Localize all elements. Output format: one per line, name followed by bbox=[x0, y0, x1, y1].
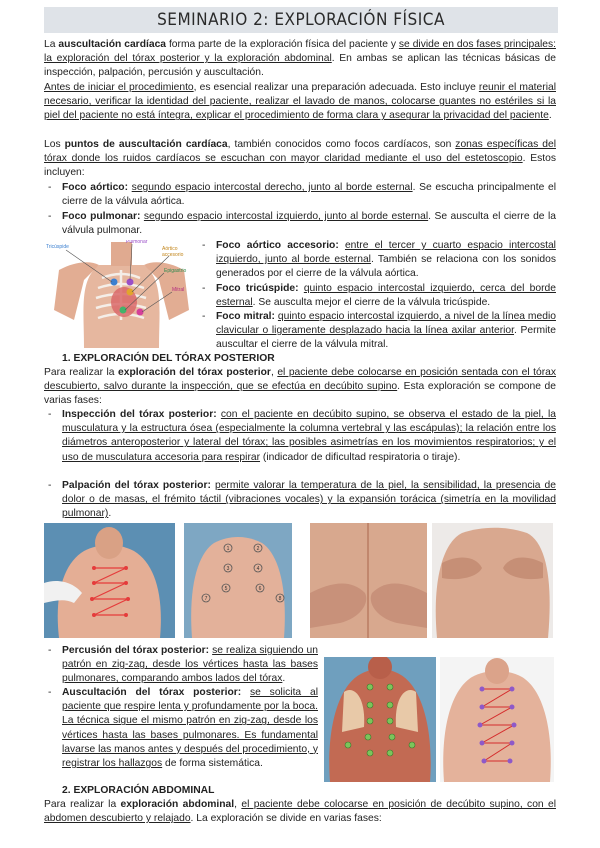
list-item-foco-aortico-accesorio: - Foco aórtico accesorio: entre el tercer y cuarto espacio intercostal izquierdo, junto al borde esternal. También se relaciona con los sonidos generados por el cierre de la válvula aórtica. bbox=[202, 240, 556, 280]
label-aortico-accesorio: Aórtico accesorio bbox=[162, 246, 184, 258]
list-item-foco-pulmonar: - Foco pulmonar: segundo espacio intercostal izquierdo, junto al borde esternal. Se ausculta el cierre de la válvula pulmonar. bbox=[48, 211, 557, 237]
back-number-7: 7 bbox=[204, 596, 208, 602]
back-number-6: 6 bbox=[258, 586, 262, 592]
label-epigastrio: Epigastrio bbox=[164, 268, 187, 274]
section-heading-abdominal: 2. EXPLORACIÓN ABDOMINAL bbox=[62, 785, 215, 796]
back-number-8: 8 bbox=[278, 596, 282, 602]
back-number-4: 4 bbox=[256, 566, 260, 572]
list-item-inspeccion: - Inspección del tórax posterior: con el paciente en decúbito supino, se observa el estado de la piel, la musculatura y la estructura ósea (especialmente la columna vertebral y las escápulas); la relación entre los diámetros anteroposterior y lateral del tórax; las posibles asimetrías en los movimientos respiratorios; y el uso de musculatura accesoria para respirar (indicador de dificultad respiratoria o tiraje). bbox=[48, 409, 556, 463]
zigzag-svg bbox=[440, 657, 554, 782]
back-number-2: 2 bbox=[256, 546, 260, 552]
list-item-foco-tricuspide: - Foco tricúspide: quinto espacio intercostal izquierdo, cerca del borde esternal. Se ausculta mejor el cierre de la válvula tricúspide. bbox=[202, 283, 556, 309]
puntos-paragraph: Los puntos de auscultación cardíaca, también conocidos como focos cardíacos, son zonas específicas del tórax donde los ruidos cardíacos se escuchan con mayor claridad mediante el uso del estetoscopio. Estos incluyen: bbox=[44, 139, 556, 179]
photo-palpation-hands-2 bbox=[432, 523, 553, 638]
palpation-svg-1 bbox=[310, 523, 427, 638]
back-number-1: 1 bbox=[226, 546, 230, 552]
muscle-svg bbox=[324, 657, 436, 782]
section1-paragraph: Para realizar la exploración del tórax posterior, el paciente debe colocarse en posición sentada con el tórax descubierto, salvo durante la inspección, que se efectúa en decúbito supino. Esta exploración se compone de varias fases: bbox=[44, 367, 557, 407]
page-title: SEMINARIO 2: EXPLORACIÓN FÍSICA bbox=[157, 10, 445, 30]
back-photo-numbered-points bbox=[184, 523, 292, 638]
back-svg-2 bbox=[184, 523, 292, 638]
back-muscle-auscultation-diagram bbox=[324, 657, 436, 782]
label-mitral: Mitral bbox=[172, 287, 185, 293]
list-item-palpacion: - Palpación del tórax posterior: permite valorar la temperatura de la piel, la sensibilidad, la presencia de dolor o de masas, el frémito táctil (vibraciones vocales) y la expansión torácica (simetría en la movilidad pulmonar). bbox=[48, 480, 556, 520]
list-item-foco-mitral: - Foco mitral: quinto espacio intercostal izquierdo, a nivel de la línea medio clavicular o ligeramente desplazado hacia la línea axilar anterior. Permite auscultar el cierre de la válvula mitral. bbox=[202, 311, 556, 351]
intro-paragraph: La auscultación cardíaca forma parte de la exploración física del paciente y se divide en dos fases principales: la exploración del tórax posterior y la exploración abdominal. En ambas se aplican las técnicas básicas de inspección, palpación, percusión y auscultación. bbox=[44, 39, 556, 79]
back-svg-1 bbox=[44, 523, 175, 638]
palpation-svg-2 bbox=[432, 523, 553, 638]
chest-diagram bbox=[44, 240, 199, 348]
back-number-5: 5 bbox=[224, 586, 228, 592]
section2-paragraph: Para realizar la exploración abdominal, el paciente debe colocarse en posición de decúbito supino, con el abdomen descubierto y relajado. La exploración se divide en varias fases: bbox=[44, 799, 556, 825]
list-item-percusion: - Percusión del tórax posterior: se realiza siguiendo un patrón en zig-zag, desde los vértices hasta las bases pulmonares, comparando ambos lados del tórax. bbox=[48, 645, 318, 685]
back-zigzag-diagram bbox=[440, 657, 554, 782]
prep-paragraph: Antes de iniciar el procedimiento, es esencial realizar una preparación adecuada. Esto incluye reunir el material necesario, verificar la identidad del paciente, realizar el lavado de manos, colocarse guantes no estériles si la piel del paciente no está íntegra, explicar el procedimiento de forma clara y asegurar la privacidad del paciente. bbox=[44, 82, 556, 122]
label-tricuspide: Tricúspide bbox=[46, 244, 69, 250]
section-heading-torax-posterior: 1. EXPLORACIÓN DEL TÓRAX POSTERIOR bbox=[62, 353, 275, 364]
list-item-auscultacion: - Auscultación del tórax posterior: se solicita al paciente que respire lenta y profundamente por la boca. La técnica sigue el mismo patrón en zig-zag, desde los vértices hasta las bases pulmonares. Es fundamental lavarse las manos antes y después del procedimiento, y registrar los hallazgos de forma sistemática. bbox=[48, 687, 318, 770]
list-item-foco-aortico: - Foco aórtico: segundo espacio intercostal derecho, junto al borde esternal. Se escucha principalmente el cierre de la válvula aórtica. bbox=[48, 182, 556, 208]
photo-palpation-hands-1 bbox=[310, 523, 427, 638]
label-pulmonar: Pulmonar bbox=[126, 240, 148, 245]
back-photo-percussion-pattern bbox=[44, 523, 175, 638]
back-number-3: 3 bbox=[226, 566, 230, 572]
